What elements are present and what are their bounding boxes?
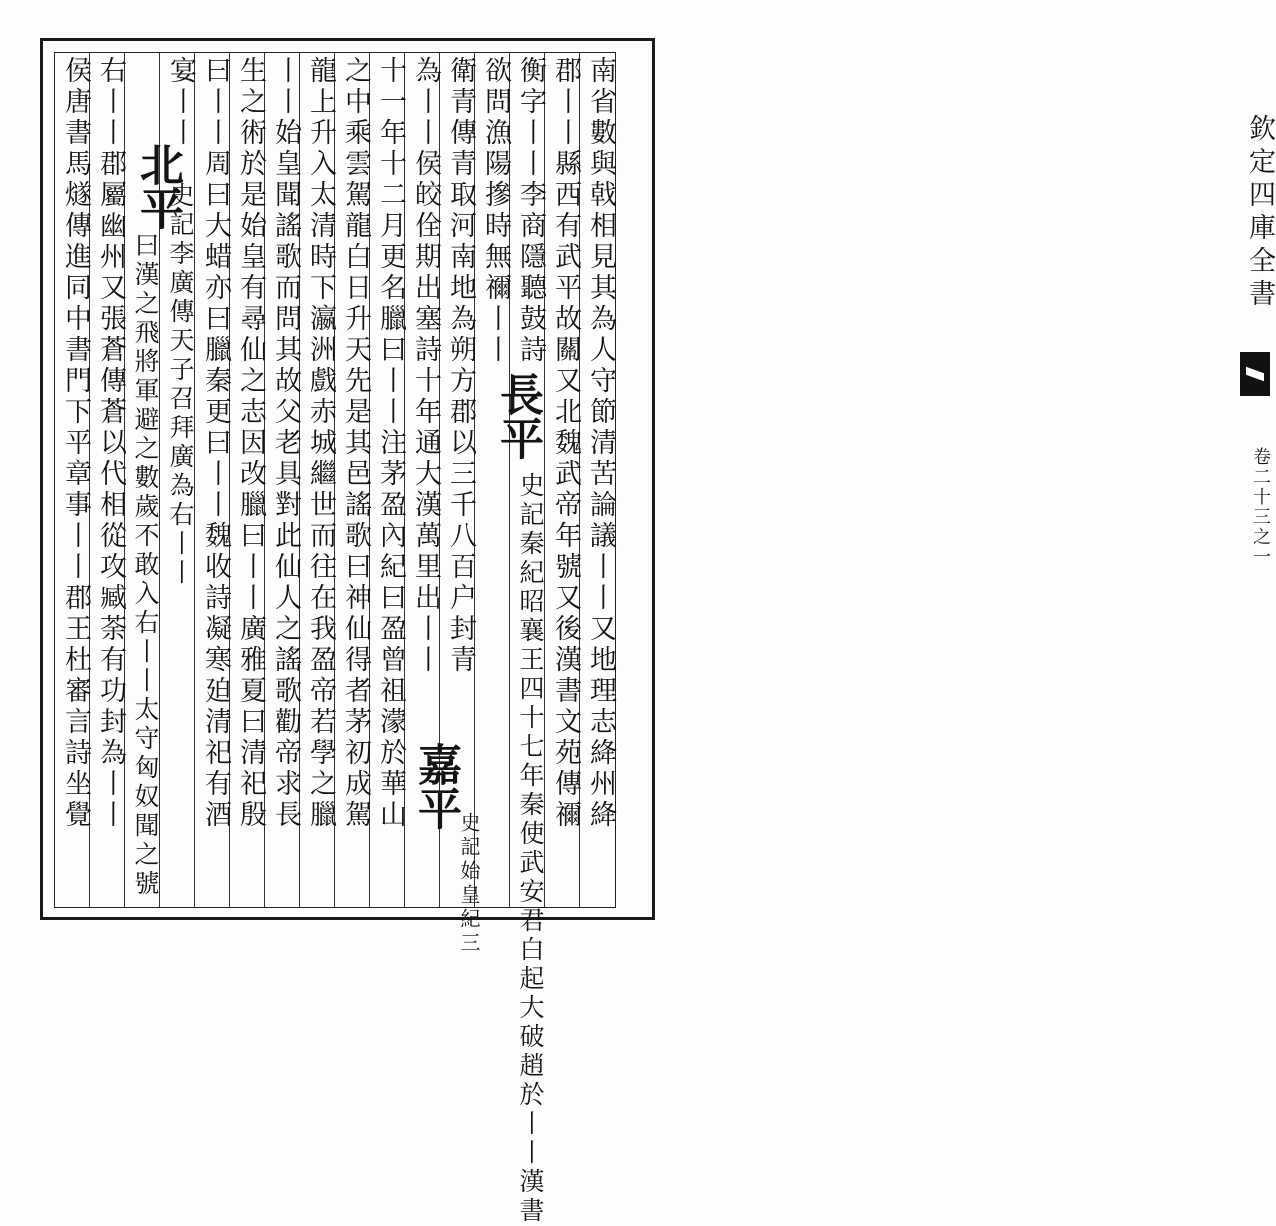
text-column [511,472,549,1226]
book-title: 欽定四庫全書 [1244,114,1275,312]
margin-header [618,52,1275,908]
text-column: 之中乘雲駕龍白日升天先是其邑謠歌曰神仙得者茅初成駕 [340,56,371,831]
text-column: 右丨丨郡屬幽州又張蒼傳蒼以代相從攻臧荼有功封為丨丨 [95,56,126,831]
text-column: 曰丨丨周曰大蜡亦曰臘秦更曰丨丨魏收詩凝寒廹清祀有酒 [200,56,231,831]
text-column: 為丨丨侯皎佺期出塞詩十年通大漢萬里出丨丨 [410,56,441,676]
text-column: 郡丨丨縣西有武平故關又北魏武帝年號又後漢書文苑傳禰 [550,56,581,831]
heading-bei-ping: 北平 [132,142,183,230]
text-column: 曰漢之飛將軍避之數歲不敢入右丨丨太守匈奴聞之號 [131,232,160,899]
heading-jia-ping: 嘉平 [410,742,461,830]
text-columns [54,52,616,1226]
text-column: 欲問漁陽摻時無禰丨丨 [480,56,511,366]
text-column: 龍上升入太清時下瀛洲戲赤城繼世而往在我盈帝若學之臘 [305,56,336,831]
text-column: 史記始皇紀三 [457,812,481,956]
text-column: 衛青傳青取河南地為朔方郡以三千八百户封青 [445,56,476,676]
text-column: 史記李廣傳天子召拜廣為右丨丨 [166,182,195,588]
text-column: 南省數與戟相見其為人守節清苦論議丨丨又地理志絳州絳 [585,56,616,831]
text-column: 生之術於是始皇有尋仙之志因改臘曰丨丨廣雅夏曰清祀殷 [235,56,266,831]
volume-label: 卷二十三之一 [1250,447,1271,567]
fishtail-mark-icon [1240,352,1270,396]
text-column: 宴丨丨 [165,56,196,149]
text-column: 十一年十二月更名臘曰丨丨注茅盈內紀曰盈曾祖濛於華山 [375,56,406,831]
text-column: 侯唐書馬燧傳進同中書門下平章事丨丨郡王杜審言詩坐覺 [60,56,91,831]
note-chang-ping: 史記秦紀昭襄王四十七年秦使武安君白起大破趙於丨丨漢書 [516,472,545,1226]
text-column: 丨丨始皇聞謠歌而問其故父老具對此仙人之謠歌勸帝求長 [270,56,301,831]
text-column: 衡字丨丨李商隱聽鼓詩 [515,56,546,366]
heading-chang-ping: 長平 [492,372,543,460]
